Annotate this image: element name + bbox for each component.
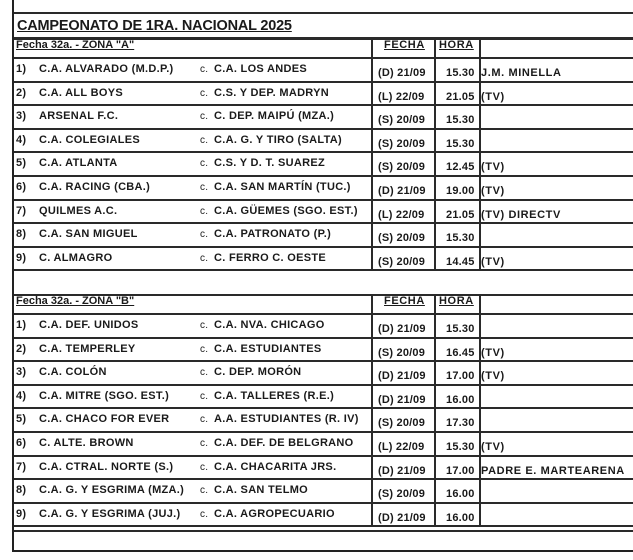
match-number: 4) (16, 389, 27, 402)
versus-marker: c. (200, 390, 209, 402)
match-date: (S) 20/09 (378, 114, 426, 127)
match-note: (TV) (481, 161, 505, 174)
match-number: 5) (16, 413, 27, 426)
column-divider (371, 294, 373, 527)
home-team: C.A. DEF. UNIDOS (39, 319, 139, 331)
match-note: (TV) DIRECTV (481, 208, 561, 221)
zone-top-rule (14, 294, 633, 296)
home-team: C.A. MITRE (SGO. EST.) (39, 389, 170, 402)
match-number: 4) (16, 133, 27, 146)
match-time: 17.00 (446, 464, 475, 477)
match-time: 16.00 (446, 488, 475, 501)
match-time: 16.00 (446, 511, 475, 524)
home-team: C. ALTE. BROWN (39, 437, 134, 449)
match-row (14, 246, 633, 272)
versus-marker: c. (200, 87, 209, 99)
match-note: (TV) (481, 370, 505, 383)
match-row (14, 431, 633, 457)
versus-marker: c. (200, 229, 209, 241)
column-header-fecha: FECHA (384, 295, 425, 307)
away-team: C. FERRO C. OESTE (214, 251, 327, 264)
column-header-fecha: FECHA (384, 39, 425, 51)
match-time: 16.00 (446, 393, 475, 406)
zone-label: Fecha 32a. - ZONA "B" (16, 295, 135, 307)
match-date: (D) 21/09 (378, 393, 426, 406)
match-row (14, 199, 633, 225)
zone-end-rule (14, 269, 633, 271)
match-date: (L) 22/09 (378, 441, 425, 453)
versus-marker: c. (200, 320, 209, 331)
match-time: 15.30 (446, 441, 475, 453)
match-row (14, 407, 633, 433)
away-team: C.A. SAN MARTÍN (TUC.) (214, 181, 351, 193)
home-team: C. ALMAGRO (39, 251, 113, 264)
away-team: C.A. NVA. CHICAGO (214, 319, 325, 331)
match-date: (S) 20/09 (378, 417, 426, 430)
away-team: C.S. Y DEP. MADRYN (214, 86, 330, 99)
away-team: C. DEP. MORÓN (214, 366, 302, 379)
match-date: (S) 20/09 (378, 137, 426, 150)
match-time: 17.00 (446, 370, 475, 383)
match-time: 15.30 (446, 137, 475, 150)
match-note: (TV) (481, 185, 505, 197)
away-team: C.A. PATRONATO (P.) (214, 228, 332, 241)
match-date: (D) 21/09 (378, 67, 426, 79)
zone-header (14, 38, 633, 56)
match-number: 3) (16, 366, 27, 379)
match-date: (S) 20/09 (378, 161, 426, 174)
match-number: 2) (16, 342, 27, 355)
zone-end-rule (14, 525, 633, 527)
match-date: (D) 21/09 (378, 511, 426, 524)
match-number: 7) (16, 204, 27, 217)
versus-marker: c. (200, 485, 209, 497)
match-row (14, 128, 633, 154)
zone-header (14, 294, 633, 312)
match-note: (TV) (481, 346, 505, 359)
match-row (14, 81, 633, 107)
home-team: C.A. ALVARADO (M.D.P.) (39, 63, 174, 75)
match-number: 1) (16, 63, 27, 75)
versus-marker: c. (200, 414, 209, 426)
column-header-hora: HORA (439, 39, 474, 51)
match-row (14, 360, 633, 386)
match-date: (D) 21/09 (378, 370, 426, 383)
home-team: ARSENAL F.C. (39, 110, 119, 123)
match-date: (L) 22/09 (378, 90, 425, 103)
away-team: C.A. CHACARITA JRS. (214, 460, 337, 473)
versus-marker: c. (200, 205, 209, 217)
home-team: C.A. COLEGIALES (39, 133, 141, 146)
match-number: 8) (16, 484, 27, 497)
match-time: 15.30 (446, 323, 475, 335)
top-rule (14, 12, 633, 14)
home-team: C.A. G. Y ESGRIMA (JUJ.) (39, 507, 181, 520)
match-date: (D) 21/09 (378, 185, 426, 197)
home-team: C.A. TEMPERLEY (39, 342, 136, 355)
match-row (14, 502, 633, 528)
match-date: (S) 20/09 (378, 488, 426, 501)
match-row (14, 384, 633, 410)
column-header-hora: HORA (439, 295, 474, 307)
match-note: J.M. MINELLA (481, 67, 562, 79)
column-divider (479, 294, 481, 527)
versus-marker: c. (200, 438, 209, 449)
match-time: 17.30 (446, 417, 475, 430)
match-number: 7) (16, 460, 27, 473)
match-number: 9) (16, 507, 27, 520)
away-team: C.A. LOS ANDES (214, 63, 308, 75)
match-row (14, 222, 633, 248)
home-team: C.A. COLÓN (39, 366, 107, 379)
versus-marker: c. (200, 64, 209, 75)
away-team: A.A. ESTUDIANTES (R. IV) (214, 413, 359, 426)
match-time: 19.00 (446, 185, 475, 197)
match-time: 21.05 (446, 90, 475, 103)
match-row (14, 151, 633, 177)
versus-marker: c. (200, 461, 209, 473)
away-team: C.A. TALLERES (R.E.) (214, 389, 335, 402)
match-date: (L) 22/09 (378, 208, 425, 221)
home-team: C.A. ATLANTA (39, 157, 118, 170)
match-number: 3) (16, 110, 27, 123)
match-time: 15.30 (446, 67, 475, 79)
match-row (14, 313, 633, 339)
versus-marker: c. (200, 182, 209, 193)
match-time: 21.05 (446, 208, 475, 221)
home-team: C.A. RACING (CBA.) (39, 181, 151, 193)
away-team: C.S. Y D. T. SUAREZ (214, 157, 326, 170)
versus-marker: c. (200, 343, 209, 355)
fixture-sheet (12, 0, 633, 552)
home-team: C.A. SAN MIGUEL (39, 228, 138, 241)
versus-marker: c. (200, 111, 209, 123)
versus-marker: c. (200, 252, 209, 264)
home-team: C.A. CTRAL. NORTE (S.) (39, 460, 174, 473)
match-number: 5) (16, 157, 27, 170)
match-row (14, 57, 633, 83)
away-team: C. DEP. MAIPÚ (MZA.) (214, 110, 335, 123)
away-team: C.A. AGROPECUARIO (214, 507, 335, 520)
zone-label: Fecha 32a. - ZONA "A" (16, 39, 135, 51)
match-time: 14.45 (446, 255, 475, 268)
match-date: (D) 21/09 (378, 323, 426, 335)
match-row (14, 104, 633, 130)
away-team: C.A. SAN TELMO (214, 484, 309, 497)
match-time: 12.45 (446, 161, 475, 174)
match-date: (D) 21/09 (378, 464, 426, 477)
match-number: 6) (16, 181, 27, 193)
match-date: (S) 20/09 (378, 346, 426, 359)
home-team: C.A. CHACO FOR EVER (39, 413, 170, 426)
column-divider (434, 38, 436, 271)
column-divider (434, 294, 436, 527)
away-team: C.A. DEF. DE BELGRANO (214, 437, 354, 449)
versus-marker: c. (200, 134, 209, 146)
match-time: 16.45 (446, 346, 475, 359)
home-team: QUILMES A.C. (39, 204, 118, 217)
match-note: (TV) (481, 90, 505, 103)
bottom-rule (14, 530, 633, 532)
match-date: (S) 20/09 (378, 232, 426, 245)
match-time: 15.30 (446, 232, 475, 245)
match-row (14, 175, 633, 201)
column-divider (479, 38, 481, 271)
match-date: (S) 20/09 (378, 255, 426, 268)
match-number: 1) (16, 319, 27, 331)
match-number: 8) (16, 228, 27, 241)
column-divider (371, 38, 373, 271)
away-team: C.A. GÜEMES (SGO. EST.) (214, 204, 358, 217)
match-row (14, 478, 633, 504)
versus-marker: c. (200, 508, 209, 520)
match-number: 9) (16, 251, 27, 264)
away-team: C.A. ESTUDIANTES (214, 342, 322, 355)
match-number: 2) (16, 86, 27, 99)
zone-top-rule (14, 38, 633, 40)
document-title: CAMPEONATO DE 1RA. NACIONAL 2025 (17, 18, 292, 34)
home-team: C.A. G. Y ESGRIMA (MZA.) (39, 484, 185, 497)
match-number: 6) (16, 437, 27, 449)
versus-marker: c. (200, 367, 209, 379)
match-row (14, 455, 633, 481)
match-time: 15.30 (446, 114, 475, 127)
match-note: (TV) (481, 441, 505, 453)
match-note: PADRE E. MARTEARENA (481, 464, 625, 477)
away-team: C.A. G. Y TIRO (SALTA) (214, 133, 343, 146)
match-note: (TV) (481, 255, 505, 268)
versus-marker: c. (200, 158, 209, 170)
match-row (14, 337, 633, 363)
home-team: C.A. ALL BOYS (39, 86, 123, 99)
